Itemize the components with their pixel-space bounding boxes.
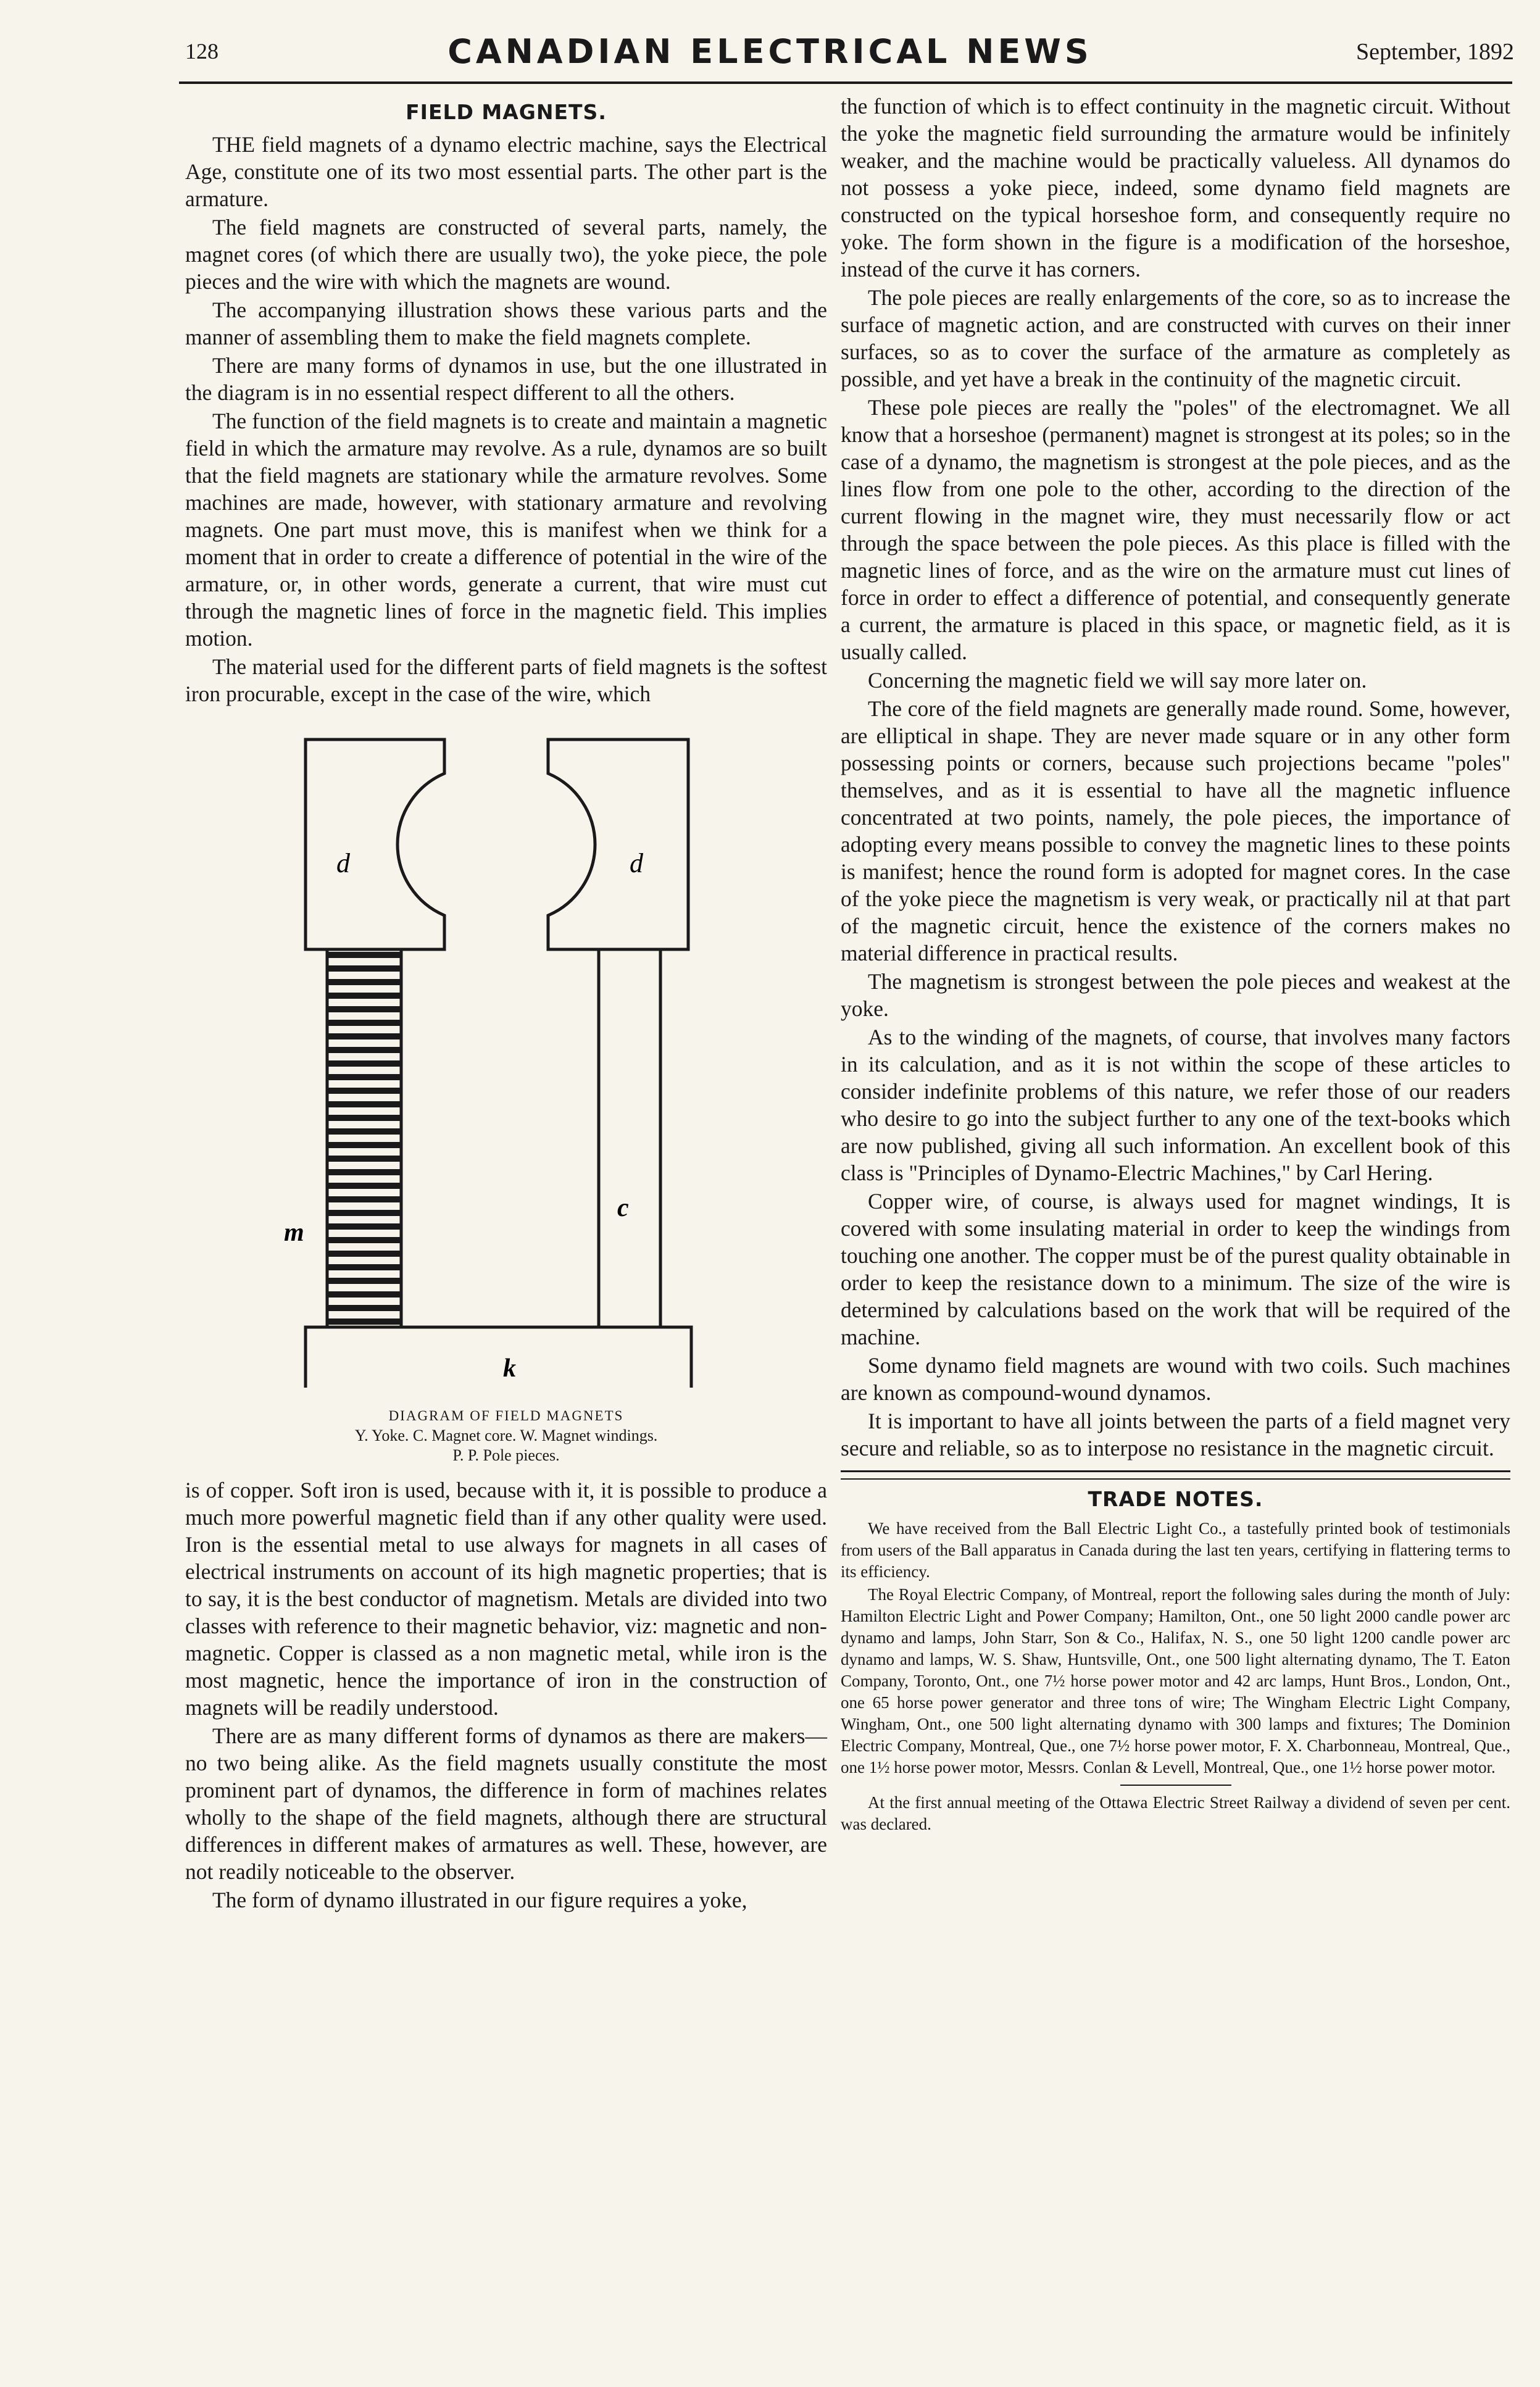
paragraph: These pole pieces are really the "poles" of the electromagnet. We all know that a horseshoe (permanent) magnet is strongest at its poles; so in the case of a dynamo, the magnetism is strongest at the pole pieces, and as the lines flow from one pole to the other, according to the direction of the current flowing in the magnet wire, they must necessarily flow or act through the space between the pole pieces. As this place is filled with the magnetic lines of force, and as the wire on the armature must cut lines of force in order to effect a difference of potential, and consequently generate a current, the armature is placed in this space, or magnetic field, as it is usually called. [841,395,1510,664]
diagram-drawing [185,721,827,1388]
masthead: CANADIAN ELECTRICAL NEWS [447,32,1093,71]
right-pole-piece [548,739,688,949]
paragraph: the function of which is to effect continuity in the magnetic circuit. Without the yoke the magnetic field surrounding the armature would be infinitely weaker, and the machine would be practically valueless. All dynamos do not possess a yoke piece, indeed, some dynamo field magnets are constructed on the typical horseshoe form, and consequently require no yoke. The form shown in the figure is a modification of the horseshoe, instead of the curve it has corners. [841,94,1510,281]
article-title: FIELD MAGNETS. [406,100,607,124]
left-column [185,93,827,1914]
right-column [841,93,1510,1835]
label-d-right: d [630,848,643,878]
left-core-winding [327,949,401,1327]
paragraph: The accompanying illustration shows these various parts and the manner of assembling them to make the field magnets complete. [185,298,827,349]
caption-line: P. P. Pole pieces. [452,1446,560,1464]
paragraph: Some dynamo field magnets are wound with two coils. Such machines are known as compound-wound dynamos. [841,1353,1510,1405]
paragraph: Concerning the magnetic field we will say more later on. [868,668,1367,693]
paragraph: The function of the field magnets is to create and maintain a magnetic field in which the armature may revolve. As a rule, dynamos are so built that the field magnets are stationary while the armature revolves. Some machines are made, however, with stationary armature and revolving magnets. One part must move, this is manifest when we think for a moment that in order to create a difference of potential in the wire of the armature, or, in other words, generate a current, that wire must cut through the magnetic lines of force in the magnetic field. This implies motion. [185,409,827,651]
paragraph: It is important to have all joints between the parts of a field magnet very secure and reliable, so as to interpose no resistance in the magnetic circuit. [841,1409,1510,1460]
field-magnet-diagram [185,721,827,1431]
trade-notes [841,1518,1510,1835]
page-header [0,0,1540,86]
paragraph: is of copper. Soft iron is used, because with it, it is possible to produce a much more powerful magnetic field than if any other quality were used. Iron is the essential metal to use always for magnets in all cases of electrical instruments on account of its high magnetic properties; that is to say, it is the best conductor of magnetism. Metals are divided into two classes with reference to their magnetic behavior, viz: magnetic and non-magnetic. Copper is classed as a non magnetic metal, while iron is the most magnetic, hence the importance of iron in the construction of magnets will be readily understood. [185,1478,827,1720]
header-rule [179,81,1512,84]
paragraph: There are as many different forms of dynamos as there are makers—no two being alike. As the field magnets usually constitute the most prominent part of dynamos, the difference in form of machines relates wholly to the shape of the field magnets, although there are structural differences in different makes of armatures as well. These, however, are not readily noticeable to the observer. [185,1723,827,1884]
paragraph: The field magnets are constructed of several parts, namely, the magnet cores (of which there are usually two), the yoke piece, the pole pieces and the wire with which the magnets are wound. [185,215,827,294]
issue-date: September, 1892 [1356,39,1514,65]
caption-title: DIAGRAM OF FIELD MAGNETS [388,1408,624,1423]
paragraph: The magnetism is strongest between the pole pieces and weakest at the yoke. [841,969,1510,1021]
paragraph: The core of the field magnets are generally made round. Some, however, are elliptical in shape. They are never made square or in any other form possessing points or corners, because such projections became "poles" themselves, and as it is essential to have all the magnetic influence concentrated at two points, namely, the pole pieces, the importance of adopting every means possible to convey the magnetic lines to these points is manifest; hence the round form is adopted for magnet cores. In the case of the yoke piece the magnetism is very weak, or practically nil at that part of the magnetic circuit, hence the existence of the corners makes no material difference in practical results. [841,696,1510,965]
paragraph: THE field magnets of a dynamo electric machine, says the Electrical Age, constitute one of its two most essential parts. The other part is the armature. [185,132,827,211]
paragraph: As to the winding of the magnets, of course, that involves many factors in its calculation, and as it is not within the scope of these articles to consider indefinite problems of this nature, we refer those of our readers who desire to go into the subject further to any one of the text-books which are now published, giving all such information. An excellent book of this class is "Principles of Dynamo-Electric Machines," by Carl Hering. [841,1025,1510,1185]
label-c: c [617,1194,629,1222]
paragraph: We have received from the Ball Electric Light Co., a tastefully printed book of testimonials from users of the Ball apparatus in Canada during the last ten years, certifying in flattering terms to its efficiency. [841,1519,1510,1581]
short-rule [1120,1785,1231,1786]
section-divider [841,1470,1510,1480]
left-pole-piece [306,739,444,949]
yoke [306,1327,691,1388]
paragraph: The form of dynamo illustrated in our figure requires a yoke, [212,1888,747,1912]
trade-notes-title: TRADE NOTES. [1088,1487,1263,1511]
paragraph: The material used for the different parts of field magnets is the softest iron procurable, except in the case of the wire, which [185,654,827,706]
paragraph: At the first annual meeting of the Ottawa Electric Street Railway a dividend of seven per cent. was declared. [841,1793,1510,1833]
label-d-left: d [336,848,350,878]
paragraph: The pole pieces are really enlargements of the core, so as to increase the surface of magnetic action, and are constructed with curves on their inner surfaces, so as to cover the surface of the armature as completely as possible, and yet have a break in the continuity of the magnetic circuit. [841,285,1510,391]
right-core [599,949,660,1327]
paragraph: The Royal Electric Company, of Montreal, report the following sales during the month of July: Hamilton Electric Light and Power Company; Hamilton, Ont., one 50 light 2000 candle power arc dynamo and lamps, John Starr, Son & Co., Halifax, N. S., one 50 light 1200 candle power arc dynamo and lamps, W. S. Shaw, Huntsville, Ont., one 500 light alternating dynamo, The T. Eaton Company, Toronto, Ont., one 7½ horse power motor and 42 arc lamps, Hunt Bros., London, Ont., one 65 horse power generator and three tons of wire; The Wingham Electric Light Company, Wingham, Ont., one 500 light alternating dynamo with 300 lamps and fixtures; The Dominion Electric Company, Montreal, Que., one 7½ horse power motor, F. X. Charbonneau, Montreal, Que., one 1½ horse power motor, Messrs. Conlan & Levell, Montreal, Que., one 1½ horse power motor. [841,1585,1510,1777]
paragraph: Copper wire, of course, is always used for magnet windings, It is covered with some insulating material in order to keep the windings from touching one another. The copper must be of the purest quality obtainable in order to keep the resistance down to a minimum. The size of the wire is determined by calculations based on the work that will be required of the machine. [841,1189,1510,1349]
label-m: m [284,1218,304,1247]
paragraph: There are many forms of dynamos in use, but the one illustrated in the diagram is in no essential respect different to all the others. [185,353,827,405]
caption-line: Y. Yoke. C. Magnet core. W. Magnet windings. [354,1427,658,1444]
label-k: k [503,1354,516,1383]
page-number: 128 [185,39,219,64]
